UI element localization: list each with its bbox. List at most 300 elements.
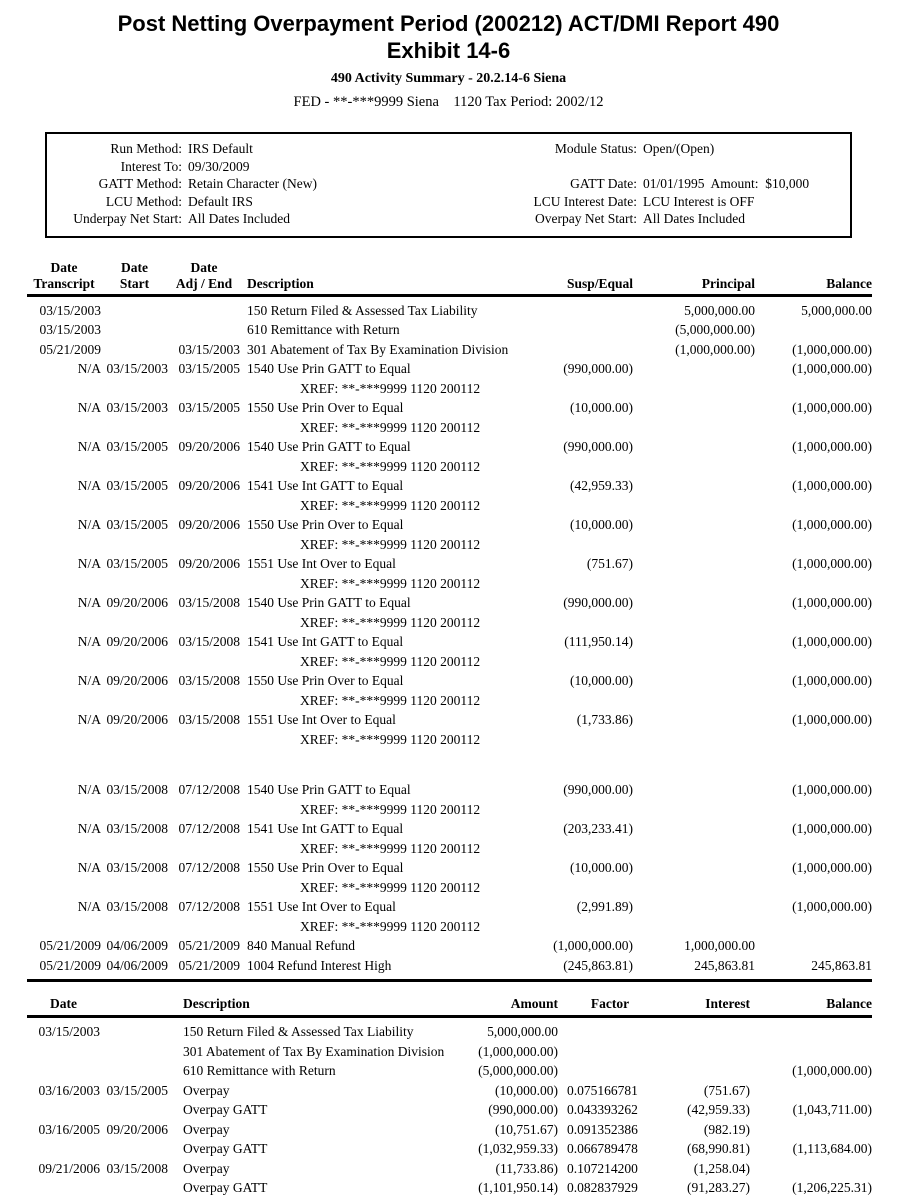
column-header-description: Description	[183, 996, 250, 1011]
xref-text: XREF: **-***9999 1120 200112	[300, 497, 481, 513]
date-adj-end-cell: 07/12/2008	[178, 782, 240, 797]
description-cell: 150 Return Filed & Assessed Tax Liability	[183, 1024, 414, 1039]
header-rule	[27, 1015, 872, 1018]
date-from-cell	[27, 1178, 100, 1198]
susp-equal-cell	[507, 340, 633, 360]
table-row-main-line	[27, 956, 872, 976]
description-cell: 1551 Use Int Over to Equal	[247, 899, 396, 914]
summary-table-body	[27, 1022, 872, 1198]
amount-cell: (5,000,000.00)	[478, 1063, 558, 1078]
table-row-main-line	[27, 437, 872, 457]
table-row	[27, 1022, 872, 1042]
activity-table-body	[27, 301, 872, 976]
date-adj-end-cell: 03/15/2008	[178, 634, 240, 649]
principal-cell: (1,000,000.00)	[675, 341, 755, 357]
date-transcript-cell: N/A	[77, 556, 101, 571]
date-adj-end-cell: 03/15/2005	[178, 361, 240, 376]
principal-cell	[633, 437, 755, 457]
date-adj-end-cell: 07/12/2008	[178, 860, 240, 875]
header-line: Adj / End	[175, 275, 233, 291]
date-adj-end-cell: 09/20/2006	[178, 556, 240, 571]
table-row	[27, 1061, 872, 1081]
date-to-cell: 03/15/2005	[106, 1082, 168, 1098]
interest-cell	[653, 1042, 750, 1062]
balance-cell: (1,000,000.00)	[792, 1063, 872, 1078]
date-start-cell: 03/15/2005	[106, 517, 168, 532]
balance-cell	[750, 1022, 872, 1042]
table-row	[27, 1100, 872, 1120]
xref-text: XREF: **-***9999 1120 200112	[300, 801, 481, 817]
susp-equal-cell	[507, 320, 633, 340]
factor-cell	[558, 1061, 653, 1081]
info-row-lcu-interest-date	[447, 193, 850, 211]
date-adj-end-cell: 07/12/2008	[178, 899, 240, 914]
susp-equal-cell: (10,000.00)	[570, 517, 633, 532]
balance-cell: (1,000,000.00)	[792, 478, 872, 493]
date-from-cell: 09/21/2006	[38, 1160, 100, 1176]
date-transcript-cell: N/A	[77, 517, 101, 532]
interest-cell: (68,990.81)	[687, 1141, 750, 1156]
info-label	[447, 158, 637, 176]
column-header-principal: Principal	[701, 275, 755, 291]
info-row-blank	[447, 158, 850, 176]
susp-equal-cell: (2,991.89)	[576, 899, 633, 914]
balance-cell: (1,000,000.00)	[792, 634, 872, 649]
xref-text: XREF: **-***9999 1120 200112	[300, 653, 481, 669]
susp-equal-cell: (990,000.00)	[563, 782, 633, 797]
description-cell: Overpay GATT	[183, 1102, 268, 1117]
factor-cell: 0.075166781	[567, 1082, 638, 1098]
date-adj-end-cell: 05/21/2009	[178, 938, 240, 953]
interest-cell: (1,258.04)	[693, 1160, 750, 1176]
susp-equal-cell: (111,950.14)	[564, 634, 633, 649]
date-transcript-cell: N/A	[77, 439, 101, 454]
date-transcript-cell: N/A	[77, 712, 101, 727]
principal-cell	[633, 593, 755, 613]
factor-cell	[558, 1042, 653, 1062]
date-adj-end-cell	[168, 320, 240, 340]
xref-text: XREF: **-***9999 1120 200112	[300, 575, 481, 591]
xref-line	[27, 878, 872, 898]
info-label: Interest To:	[120, 158, 182, 174]
description-cell: 1540 Use Prin GATT to Equal	[247, 439, 411, 454]
table-row	[27, 1081, 872, 1101]
principal-cell	[633, 359, 755, 379]
principal-cell: 1,000,000.00	[684, 938, 755, 953]
date-adj-end-cell: 03/15/2005	[178, 400, 240, 415]
table-row	[27, 515, 872, 554]
date-from-cell	[27, 1139, 100, 1159]
description-cell: 1540 Use Prin GATT to Equal	[247, 782, 411, 797]
date-adj-end-cell: 03/15/2008	[178, 595, 240, 610]
date-transcript-cell: 05/21/2009	[39, 341, 101, 357]
table-row	[27, 819, 872, 858]
info-label: LCU Method:	[105, 193, 182, 209]
factor-cell: 0.091352386	[567, 1121, 638, 1137]
xref-text: XREF: **-***9999 1120 200112	[300, 614, 481, 630]
xref-text: XREF: **-***9999 1120 200112	[300, 731, 481, 747]
table-row-main-line	[27, 858, 872, 878]
interest-cell: (42,959.33)	[687, 1102, 750, 1117]
date-transcript-cell: N/A	[77, 899, 101, 914]
description-cell: Overpay GATT	[183, 1180, 268, 1195]
table-row-main-line	[27, 554, 872, 574]
amount-cell: (1,000,000.00)	[478, 1043, 558, 1059]
info-row-overpay-net-start	[447, 210, 850, 228]
table-row-main-line	[27, 936, 872, 956]
description-cell: Overpay	[183, 1160, 230, 1176]
balance-cell: (1,000,000.00)	[792, 341, 872, 357]
description-cell: 1550 Use Prin Over to Equal	[247, 860, 404, 875]
table-row	[27, 437, 872, 476]
date-to-cell	[100, 1061, 168, 1081]
info-row-module-status	[447, 140, 850, 158]
description-cell: 1550 Use Prin Over to Equal	[247, 400, 404, 415]
date-adj-end-cell: 09/20/2006	[178, 439, 240, 454]
activity-table-header	[27, 260, 872, 294]
xref-line	[27, 457, 872, 477]
date-adj-end-cell: 07/12/2008	[178, 821, 240, 836]
xref-line	[27, 613, 872, 633]
run-parameters-left	[47, 140, 447, 228]
info-row-interest-to	[47, 158, 447, 176]
info-label: GATT Date:	[570, 176, 637, 191]
table-row	[27, 1042, 872, 1062]
date-start-cell: 09/20/2006	[106, 673, 168, 688]
balance-cell: (1,000,000.00)	[792, 782, 872, 797]
date-start-cell: 04/06/2009	[106, 938, 168, 953]
date-from-cell	[27, 1100, 100, 1120]
date-from-cell	[27, 1061, 100, 1081]
table-row-main-line	[27, 359, 872, 379]
principal-cell	[633, 897, 755, 917]
xref-text: XREF: **-***9999 1120 200112	[300, 879, 481, 895]
principal-cell	[633, 476, 755, 496]
description-cell: 840 Manual Refund	[247, 938, 355, 953]
column-header-date-start	[101, 260, 168, 294]
header-line: Date	[190, 259, 218, 275]
info-row-lcu-method	[47, 193, 447, 211]
date-transcript-cell: N/A	[77, 634, 101, 649]
table-row-main-line	[27, 515, 872, 535]
description-cell: 301 Abatement of Tax By Examination Division	[183, 1043, 445, 1059]
date-adj-end-cell: 09/20/2006	[178, 478, 240, 493]
table-row-main-line	[27, 671, 872, 691]
date-start-cell: 09/20/2006	[106, 595, 168, 610]
susp-equal-cell: (751.67)	[586, 556, 633, 571]
activity-table-bottom-rule	[27, 979, 872, 982]
date-start-cell: 09/20/2006	[106, 712, 168, 727]
balance-cell: (1,113,684.00)	[792, 1141, 872, 1156]
balance-cell: (1,043,711.00)	[792, 1102, 872, 1117]
principal-cell: (5,000,000.00)	[675, 322, 755, 337]
amount-cell: (10,000.00)	[495, 1082, 558, 1098]
xref-text: XREF: **-***9999 1120 200112	[300, 380, 481, 396]
table-row	[27, 632, 872, 671]
date-start-cell: 04/06/2009	[106, 957, 168, 973]
description-cell: 301 Abatement of Tax By Examination Division	[247, 341, 509, 357]
description-cell: 610 Remittance with Return	[247, 322, 400, 337]
date-start-cell: 03/15/2005	[106, 478, 168, 493]
balance-cell: (1,000,000.00)	[792, 556, 872, 571]
date-to-cell	[100, 1042, 168, 1062]
susp-equal-cell: (203,233.41)	[563, 821, 633, 836]
info-row-gatt-date	[447, 175, 850, 193]
table-row	[27, 956, 872, 976]
description-cell: 1541 Use Int GATT to Equal	[247, 478, 404, 493]
info-row-gatt-method	[47, 175, 447, 193]
xref-line	[27, 730, 872, 750]
susp-equal-cell: (10,000.00)	[570, 673, 633, 688]
date-transcript-cell: N/A	[77, 361, 101, 376]
xref-text: XREF: **-***9999 1120 200112	[300, 840, 481, 856]
interest-cell	[653, 1061, 750, 1081]
description-cell: 1551 Use Int Over to Equal	[247, 556, 396, 571]
date-transcript-cell: N/A	[77, 478, 101, 493]
balance-cell	[755, 936, 872, 956]
date-start-cell: 09/20/2006	[106, 634, 168, 649]
date-to-cell	[100, 1178, 168, 1198]
summary-table	[27, 996, 872, 1198]
xref-line	[27, 839, 872, 859]
date-start-cell: 03/15/2008	[106, 821, 168, 836]
column-header-factor: Factor	[590, 996, 630, 1011]
date-from-cell: 03/16/2005	[38, 1121, 100, 1137]
principal-cell	[633, 710, 755, 730]
description-cell: Overpay GATT	[183, 1141, 268, 1156]
susp-equal-cell: (990,000.00)	[563, 439, 633, 454]
info-value: IRS Default	[188, 141, 253, 156]
table-row-main-line	[27, 398, 872, 418]
description-cell: Overpay	[183, 1121, 230, 1137]
info-label: Underpay Net Start:	[73, 211, 182, 226]
table-row	[27, 1159, 872, 1179]
principal-cell	[633, 554, 755, 574]
table-row	[27, 897, 872, 936]
principal-cell	[633, 632, 755, 652]
info-value: Default IRS	[188, 193, 253, 209]
description-cell: 1541 Use Int GATT to Equal	[247, 821, 404, 836]
susp-equal-cell: (990,000.00)	[563, 361, 633, 376]
amount-cell: (10,751.67)	[495, 1121, 558, 1137]
susp-equal-cell: (990,000.00)	[563, 595, 633, 610]
date-adj-end-cell: 09/20/2006	[178, 517, 240, 532]
activity-table	[27, 260, 872, 983]
date-transcript-cell: 03/15/2003	[39, 322, 101, 337]
table-row-main-line	[27, 780, 872, 800]
column-header-balance: Balance	[826, 275, 872, 291]
date-to-cell	[100, 1100, 168, 1120]
table-row-main-line	[27, 819, 872, 839]
susp-equal-cell: (1,000,000.00)	[553, 938, 633, 953]
column-header-amount: Amount	[510, 996, 558, 1011]
date-from-cell: 03/16/2003	[38, 1082, 100, 1098]
susp-equal-cell: (1,733.86)	[576, 712, 633, 727]
balance-cell: 5,000,000.00	[801, 302, 872, 318]
balance-cell	[750, 1120, 872, 1140]
page-title: Post Netting Overpayment Period (200212) ACT/DMI Report 490	[117, 11, 780, 36]
date-start-cell: 03/15/2005	[106, 439, 168, 454]
date-transcript-cell: N/A	[77, 673, 101, 688]
date-adj-end-cell: 03/15/2008	[178, 712, 240, 727]
header-line: Start	[119, 275, 150, 291]
factor-cell	[558, 1022, 653, 1042]
interest-cell	[653, 1022, 750, 1042]
amount-cell: (1,032,959.33)	[478, 1141, 558, 1156]
factor-cell: 0.107214200	[567, 1160, 638, 1176]
account-line: FED - **-***9999 Siena 1120 Tax Period: 2002/12	[293, 94, 604, 110]
balance-cell: (1,000,000.00)	[792, 821, 872, 836]
table-row-main-line	[27, 301, 872, 321]
description-cell: 1550 Use Prin Over to Equal	[247, 673, 404, 688]
run-parameters-box	[45, 132, 852, 238]
susp-equal-cell: (245,863.81)	[563, 957, 633, 973]
balance-cell: (1,000,000.00)	[792, 673, 872, 688]
amount-cell: 5,000,000.00	[487, 1024, 558, 1039]
description-cell: 1540 Use Prin GATT to Equal	[247, 361, 411, 376]
principal-cell	[633, 671, 755, 691]
table-row-main-line	[27, 897, 872, 917]
date-adj-end-cell: 05/21/2009	[178, 957, 240, 973]
date-transcript-cell: 05/21/2009	[39, 957, 101, 973]
date-transcript-cell: 03/15/2003	[39, 302, 101, 318]
date-adj-end-cell: 03/15/2008	[178, 673, 240, 688]
column-header-date-transcript	[27, 260, 101, 294]
info-value: Retain Character (New)	[188, 176, 317, 191]
column-header-date: Date	[50, 996, 77, 1011]
run-parameters-right	[447, 140, 850, 228]
principal-cell	[633, 819, 755, 839]
date-transcript-cell: N/A	[77, 400, 101, 415]
balance-cell: (1,000,000.00)	[792, 517, 872, 532]
xref-text: XREF: **-***9999 1120 200112	[300, 419, 481, 435]
table-row	[27, 1120, 872, 1140]
table-row	[27, 359, 872, 398]
date-transcript-cell: 05/21/2009	[39, 938, 101, 953]
info-value: All Dates Included	[643, 211, 745, 226]
info-label: Overpay Net Start:	[535, 211, 637, 226]
table-row	[27, 301, 872, 321]
xref-text: XREF: **-***9999 1120 200112	[300, 692, 481, 708]
info-value	[637, 158, 643, 176]
info-value: All Dates Included	[188, 211, 290, 226]
principal-cell	[633, 398, 755, 418]
info-label: LCU Interest Date:	[533, 193, 637, 209]
date-to-cell	[100, 1022, 168, 1042]
balance-cell: (1,000,000.00)	[792, 361, 872, 376]
description-cell: 1551 Use Int Over to Equal	[247, 712, 396, 727]
date-transcript-cell: N/A	[77, 595, 101, 610]
info-row-underpay-net-start	[47, 210, 447, 228]
date-transcript-cell: N/A	[77, 782, 101, 797]
table-row-main-line	[27, 340, 872, 360]
table-row-main-line	[27, 593, 872, 613]
table-row	[27, 593, 872, 632]
column-header-interest: Interest	[705, 996, 750, 1011]
xref-line	[27, 652, 872, 672]
table-row	[27, 554, 872, 593]
date-to-cell: 03/15/2008	[106, 1160, 168, 1176]
info-label: GATT Method:	[98, 176, 182, 191]
xref-line	[27, 917, 872, 937]
table-row	[27, 476, 872, 515]
table-row	[27, 780, 872, 819]
date-start-cell	[101, 301, 168, 321]
balance-cell	[755, 320, 872, 340]
description-cell: Overpay	[183, 1082, 230, 1098]
description-cell: 150 Return Filed & Assessed Tax Liability	[247, 302, 478, 318]
date-to-cell: 09/20/2006	[106, 1121, 168, 1137]
table-row	[27, 320, 872, 340]
date-transcript-cell: N/A	[77, 821, 101, 836]
date-start-cell: 03/15/2003	[106, 361, 168, 376]
balance-cell	[750, 1042, 872, 1062]
amount-cell: (990,000.00)	[488, 1102, 558, 1117]
xref-text: XREF: **-***9999 1120 200112	[300, 918, 481, 934]
balance-cell: 245,863.81	[811, 957, 872, 973]
date-start-cell: 03/15/2005	[106, 556, 168, 571]
balance-cell	[750, 1159, 872, 1179]
xref-line	[27, 379, 872, 399]
balance-cell: (1,206,225.31)	[792, 1180, 872, 1195]
principal-cell	[633, 515, 755, 535]
column-header-balance: Balance	[826, 996, 872, 1011]
info-label: Run Method:	[110, 141, 182, 156]
report-header	[0, 0, 897, 111]
xref-line	[27, 418, 872, 438]
info-value: 01/01/1995 Amount: $10,000	[643, 176, 810, 191]
table-row	[27, 340, 872, 360]
info-row-run-method	[47, 140, 447, 158]
xref-text: XREF: **-***9999 1120 200112	[300, 458, 481, 474]
xref-line	[27, 496, 872, 516]
date-adj-end-cell: 03/15/2003	[178, 341, 240, 357]
description-cell: 1550 Use Prin Over to Equal	[247, 517, 404, 532]
report-subtitle: 490 Activity Summary - 20.2.14-6 Siena	[330, 71, 567, 86]
factor-cell: 0.082837929	[567, 1180, 638, 1195]
info-value: 09/30/2009	[188, 158, 250, 174]
amount-cell: (1,101,950.14)	[478, 1180, 558, 1195]
table-row	[27, 710, 872, 749]
date-transcript-cell: N/A	[77, 860, 101, 875]
xref-line	[27, 800, 872, 820]
interest-cell: (751.67)	[703, 1082, 750, 1098]
table-row	[27, 1178, 872, 1198]
table-row	[27, 671, 872, 710]
xref-line	[27, 691, 872, 711]
susp-equal-cell: (10,000.00)	[570, 860, 633, 875]
date-adj-end-cell	[168, 301, 240, 321]
balance-cell: (1,000,000.00)	[792, 860, 872, 875]
header-line: Transcript	[33, 275, 95, 291]
description-cell: 1004 Refund Interest High	[247, 957, 392, 973]
description-cell: 610 Remittance with Return	[183, 1063, 336, 1078]
principal-cell	[633, 780, 755, 800]
xref-line	[27, 535, 872, 555]
susp-equal-cell: (10,000.00)	[570, 400, 633, 415]
info-label: Module Status:	[554, 141, 637, 156]
table-row	[27, 1139, 872, 1159]
column-header-date-adj-end	[168, 260, 240, 294]
balance-cell: (1,000,000.00)	[792, 712, 872, 727]
factor-cell: 0.043393262	[567, 1102, 638, 1117]
date-start-cell	[101, 340, 168, 360]
exhibit-title: Exhibit 14-6	[386, 38, 511, 63]
table-row-main-line	[27, 632, 872, 652]
header-rule	[27, 294, 872, 297]
description-cell: 1540 Use Prin GATT to Equal	[247, 595, 411, 610]
table-row-main-line	[27, 476, 872, 496]
